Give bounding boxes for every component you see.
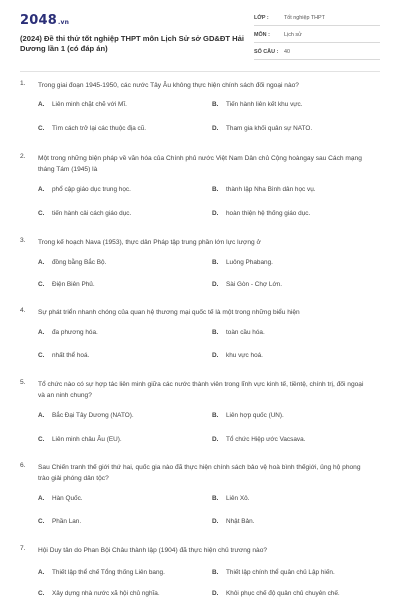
option-letter: D.: [212, 281, 219, 288]
option-letter: A.: [38, 329, 45, 336]
option-text: Thiết lập thể chế Tổng thống Liên bang.: [52, 569, 165, 576]
document-header: [0, 0, 400, 68]
meta-label: MÔN :: [254, 32, 270, 38]
option-c[interactable]: [38, 518, 81, 525]
option-a[interactable]: [38, 569, 165, 576]
meta-value: 40: [284, 49, 290, 55]
question-text: Trong giai đoạn 1945-1950, các nước Tây Âu không thực hiện chính sách đối ngoại nào?: [38, 82, 299, 89]
question-text: Sự phát triển nhanh chóng của quan hệ thương mại quốc tế là một trong những biểu hiện: [38, 309, 300, 316]
question-text: Sau Chiến tranh thế giới thứ hai, quốc gia nào đã thực hiện chính sách bảo vệ hoà bình thếgiới, ủng hộ phong trào giải phóng dân tộc?: [38, 464, 361, 483]
option-text: Sài Gòn - Chợ Lớn.: [226, 281, 282, 288]
meta-row-subject: [254, 27, 380, 44]
question-number: 5.: [20, 379, 26, 386]
meta-divider: [254, 25, 380, 26]
question-number: 3.: [20, 237, 26, 244]
option-text: Tiến hành liên kết khu vực.: [226, 101, 303, 108]
option-letter: C.: [38, 210, 45, 217]
option-letter: D.: [212, 352, 219, 359]
option-a[interactable]: [38, 329, 98, 336]
option-letter: D.: [212, 210, 219, 217]
option-text: Xây dựng nhà nước xã hội chủ nghĩa.: [52, 590, 160, 597]
question-text: Một trong những biện pháp về văn hóa của Chính phủ nước Việt Nam Dân chủ Cộng hoàngay sau Cách mạng tháng Tám (1945) là: [38, 155, 362, 174]
option-text: Bắc Đại Tây Dương (NATO).: [52, 412, 134, 419]
option-text: Tìm cách trở lại các thuộc địa cũ.: [52, 125, 147, 132]
option-letter: A.: [38, 495, 45, 502]
option-text: Tham gia khối quân sự NATO.: [226, 125, 313, 132]
question-number: 6.: [20, 462, 26, 469]
option-text: Liên minh chặt chẽ với Mĩ.: [52, 101, 127, 108]
option-a[interactable]: [38, 495, 83, 502]
meta-divider: [254, 42, 380, 43]
option-letter: B.: [212, 259, 219, 266]
question-number: 7.: [20, 545, 26, 552]
option-letter: B.: [212, 495, 219, 502]
question-number: 1.: [20, 80, 26, 87]
meta-label: SỐ CÂU :: [254, 49, 279, 55]
option-text: tiến hành cải cách giáo dục.: [52, 210, 132, 217]
option-a[interactable]: [38, 259, 106, 266]
header-divider: [20, 71, 380, 72]
option-d[interactable]: [212, 125, 312, 132]
option-b[interactable]: [212, 329, 265, 336]
option-a[interactable]: [38, 412, 134, 419]
option-b[interactable]: [212, 101, 303, 108]
option-text: nhất thể hoá.: [52, 352, 90, 359]
option-letter: B.: [212, 101, 219, 108]
option-d[interactable]: [212, 352, 263, 359]
option-text: Luông Phabang.: [226, 259, 273, 266]
option-b[interactable]: [212, 412, 284, 419]
question-number: 4.: [20, 307, 26, 314]
option-text: đồng bằng Bắc Bộ.: [52, 259, 107, 266]
option-text: khu vực hoá.: [226, 352, 263, 359]
option-text: Điện Biên Phủ.: [52, 281, 95, 288]
option-text: hoàn thiện hệ thống giáo dục.: [226, 210, 311, 217]
meta-divider: [254, 59, 380, 60]
option-b[interactable]: [212, 186, 316, 193]
option-letter: B.: [212, 329, 219, 336]
site-logo[interactable]: [20, 13, 69, 28]
meta-row-count: [254, 44, 380, 61]
option-letter: B.: [212, 186, 219, 193]
question-text: Trong kế hoạch Nava (1953), thực dân Pháp tập trung phần lớn lực lượng ở: [38, 239, 261, 246]
option-c[interactable]: [38, 210, 131, 217]
option-text: đa phương hóa.: [52, 329, 98, 336]
option-d[interactable]: [212, 210, 310, 217]
option-b[interactable]: [212, 259, 273, 266]
option-letter: D.: [212, 518, 219, 525]
option-b[interactable]: [212, 495, 249, 502]
option-letter: B.: [212, 412, 219, 419]
option-c[interactable]: [38, 436, 122, 443]
option-text: phổ cập giáo dục trung học.: [52, 186, 131, 193]
option-text: Thiết lập chính thể quân chủ Lập hiến.: [226, 569, 335, 576]
option-a[interactable]: [38, 101, 127, 108]
option-text: thành lập Nha Bình dân học vụ.: [226, 186, 316, 193]
option-c[interactable]: [38, 352, 89, 359]
option-letter: B.: [212, 569, 219, 576]
option-text: Hàn Quốc.: [52, 495, 83, 502]
meta-value: Lịch sử: [284, 32, 302, 38]
question-text: Tổ chức nào có sự hợp tác liên minh giữa các nước thành viên trong lĩnh vực kinh tế, tiềntệ, chính trị, đối ngoại và an ninh chung?: [38, 381, 364, 400]
option-text: Liên minh châu Âu (EU).: [52, 436, 122, 443]
option-letter: A.: [38, 412, 45, 419]
option-d[interactable]: [212, 281, 282, 288]
option-letter: C.: [38, 590, 45, 597]
option-text: Phần Lan.: [52, 518, 82, 525]
option-letter: C.: [38, 281, 45, 288]
option-letter: A.: [38, 186, 45, 193]
question-number: 2.: [20, 153, 26, 160]
option-text: Nhật Bản.: [226, 518, 255, 525]
option-a[interactable]: [38, 186, 131, 193]
document-meta: [254, 10, 380, 61]
option-c[interactable]: [38, 125, 146, 132]
option-text: toàn cầu hóa.: [226, 329, 265, 336]
logo-text: 2048: [20, 13, 57, 28]
option-c[interactable]: [38, 590, 160, 597]
option-letter: A.: [38, 259, 45, 266]
option-letter: C.: [38, 352, 45, 359]
option-d[interactable]: [212, 518, 254, 525]
meta-value: Tốt nghiệp THPT: [284, 15, 325, 21]
option-c[interactable]: [38, 281, 95, 288]
meta-row-class: [254, 10, 380, 27]
option-letter: C.: [38, 518, 45, 525]
option-d[interactable]: [212, 590, 340, 597]
option-letter: A.: [38, 569, 45, 576]
option-d[interactable]: [212, 436, 305, 443]
logo-suffix: .vn: [57, 19, 70, 26]
option-text: Liên hợp quốc (UN).: [226, 412, 284, 419]
option-b[interactable]: [212, 569, 335, 576]
option-text: Khôi phục chế độ quân chủ chuyên chế.: [226, 590, 340, 597]
document-title: (2024) Đề thi thử tốt nghiệp THPT môn Lịch Sử sở GD&ĐT Hải Dương lần 1 (có đáp án): [20, 34, 244, 54]
option-text: Tổ chức Hiệp ước Vacsava.: [226, 436, 306, 443]
option-letter: D.: [212, 436, 219, 443]
option-letter: D.: [212, 590, 219, 597]
meta-label: LỚP :: [254, 15, 269, 21]
option-letter: A.: [38, 101, 45, 108]
question-text: Hội Duy tân do Phan Bội Châu thành lập (1904) đã thực hiện chủ trương nào?: [38, 547, 268, 554]
option-letter: C.: [38, 436, 45, 443]
option-text: Liên Xô.: [226, 495, 250, 502]
option-letter: C.: [38, 125, 45, 132]
option-letter: D.: [212, 125, 219, 132]
